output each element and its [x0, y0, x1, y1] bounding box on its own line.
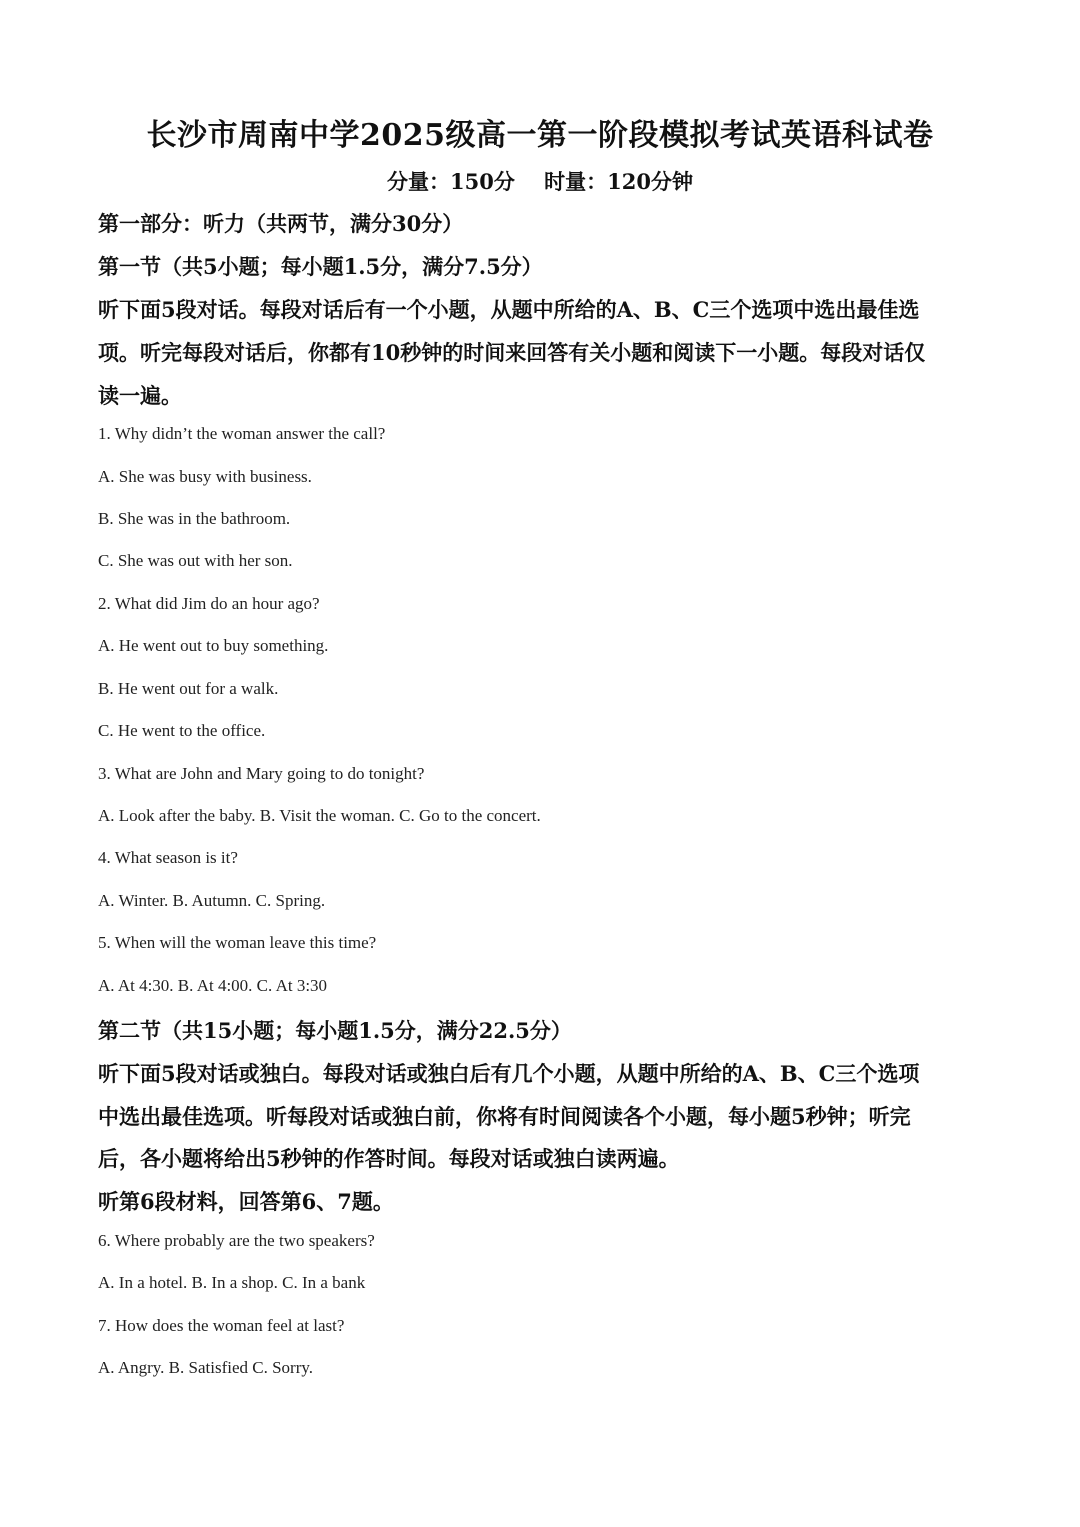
question-4-options: A. Winter. B. Autumn. C. Spring. [98, 891, 326, 910]
section1-instruction-line: 项。听完每段对话后，你都有10秒钟的时间来回答有关小题和阅读下一小题。每段对话仅 [98, 340, 926, 365]
question-5-options: A. At 4:30. B. At 4:00. C. At 3:30 [98, 976, 328, 995]
section1-instruction-line: 读一遍。 [98, 383, 182, 408]
question-6: 6. Where probably are the two speakers? [98, 1231, 375, 1250]
part1-heading: 第一部分：听力（共两节，满分30分） [98, 211, 464, 236]
section1-instruction-line: 听下面5段对话。每段对话后有一个小题，从题中所给的A、B、C三个选项中选出最佳选 [98, 297, 920, 322]
question-2-option-b: B. He went out for a walk. [98, 679, 279, 698]
question-7: 7. How does the woman feel at last? [98, 1316, 345, 1335]
question-3-options: A. Look after the baby. B. Visit the woman. C. Go to the concert. [98, 806, 541, 825]
section1-heading: 第一节（共5小题；每小题1.5分，满分7.5分） [98, 254, 543, 279]
exam-title: 长沙市周南中学2025级高一第一阶段模拟考试英语科试卷 [146, 118, 934, 153]
question-2-option-c: C. He went to the office. [98, 721, 266, 740]
question-1-option-b: B. She was in the bathroom. [98, 509, 291, 528]
exam-subtitle: 分量：150分 时量：120分钟 [387, 169, 693, 194]
question-1: 1. Why didn’t the woman answer the call? [98, 424, 386, 443]
section2-instruction-line: 听下面5段对话或独白。每段对话或独白后有几个小题，从题中所给的A、B、C三个选项 [98, 1061, 920, 1086]
question-1-option-a: A. She was busy with business. [98, 467, 312, 486]
question-2-option-a: A. He went out to buy something. [98, 636, 329, 655]
question-2: 2. What did Jim do an hour ago? [98, 594, 320, 613]
question-3: 3. What are John and Mary going to do tonight? [98, 764, 425, 783]
section2-heading: 第二节（共15小题；每小题1.5分，满分22.5分） [98, 1018, 572, 1043]
question-7-options: A. Angry. B. Satisfied C. Sorry. [98, 1358, 314, 1377]
question-6-options: A. In a hotel. B. In a shop. C. In a bank [98, 1273, 366, 1292]
section2-instruction-line: 后，各小题将给出5秒钟的作答时间。每段对话或独白读两遍。 [98, 1146, 680, 1171]
question-1-option-c: C. She was out with her son. [98, 551, 293, 570]
section2-instruction-line: 中选出最佳选项。听每段对话或独白前，你将有时间阅读各个小题，每小题5秒钟；听完 [98, 1104, 911, 1129]
material-6-heading: 听第6段材料，回答第6、7题。 [98, 1189, 394, 1214]
question-4: 4. What season is it? [98, 848, 238, 867]
question-5: 5. When will the woman leave this time? [98, 933, 377, 952]
